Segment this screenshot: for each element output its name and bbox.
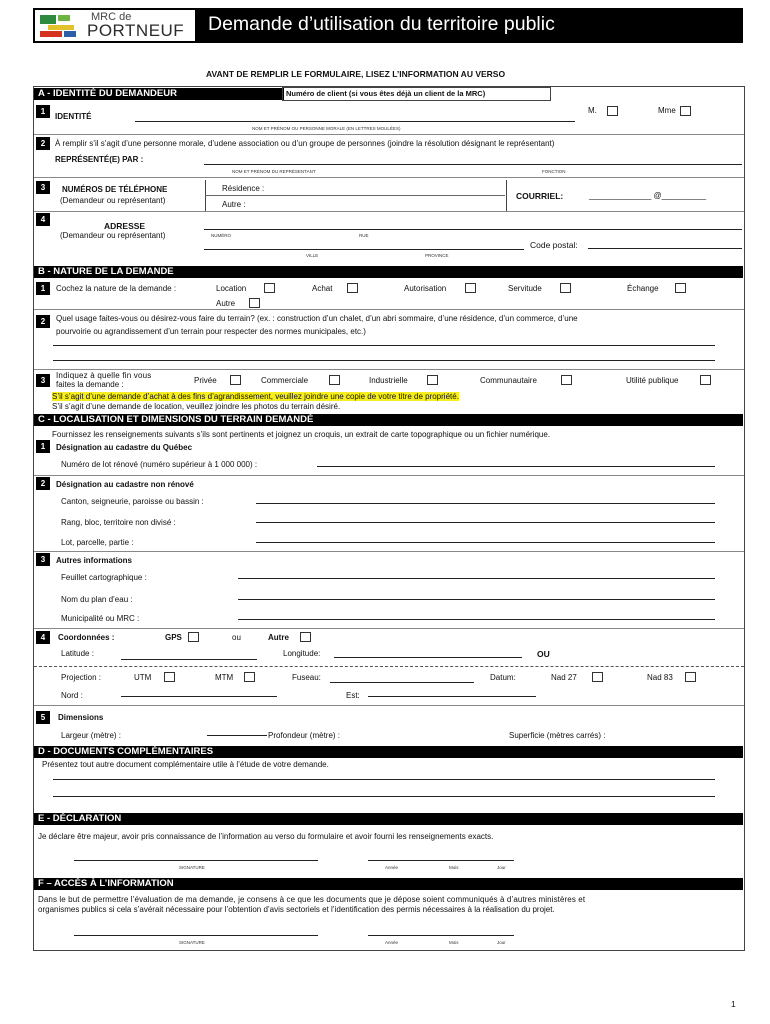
largeur-label: Largeur (mètre) : <box>61 731 122 740</box>
e-jour-caption: Jour <box>497 865 506 870</box>
section-a-num-2: 2 <box>36 137 50 150</box>
phones-sub: (Demandeur ou représentant) <box>60 196 166 205</box>
opt-autre-checkbox[interactable] <box>249 298 260 308</box>
rue-caption: RUE <box>359 233 369 238</box>
e-text: Je déclare être majeur, avoir pris connaissance de l’information au verso du formulaire et avoir fourni les renseignements exacts. <box>38 832 494 841</box>
latitude-line[interactable] <box>121 659 257 660</box>
municipalite-label: Municipalité ou MRC : <box>61 614 140 623</box>
opt-achat-label: Achat <box>312 284 333 293</box>
lot-parcelle-label: Lot, parcelle, partie : <box>61 538 134 547</box>
est-line[interactable] <box>368 696 536 697</box>
section-a-header: A - IDENTITÉ DU DEMANDEUR <box>34 88 284 100</box>
section-a-num-3: 3 <box>36 181 50 194</box>
e-date-line[interactable] <box>368 860 514 861</box>
rep-name-line[interactable] <box>204 164 742 165</box>
f-date-line[interactable] <box>368 935 514 936</box>
f-line1: Dans le but de permettre l’évaluation de ma demande, je consens à ce que les documents que je dépose soient communiqués à d’autres ministères et <box>38 895 586 904</box>
b-q3-line1: Indiquez à quelle fin vous <box>56 371 152 380</box>
mme-checkbox[interactable] <box>680 106 691 116</box>
municipalite-line[interactable] <box>238 619 715 620</box>
e-annee-caption: Année <box>385 865 399 870</box>
usage-line2[interactable] <box>53 360 715 361</box>
province-caption: PROVINCE <box>425 253 449 258</box>
section-c-num-2: 2 <box>36 477 50 490</box>
phones-label: NUMÉROS DE TÉLÉPHONE <box>62 185 168 194</box>
coords-autre-checkbox[interactable] <box>300 632 311 642</box>
utm-checkbox[interactable] <box>164 672 175 682</box>
section-b-header: B - NATURE DE LA DEMANDE <box>34 266 743 278</box>
c-intro: Fournissez les renseignements suivants s’ils sont pertinents et joignez un croquis, un extrait de carte topographique ou un fichier numérique. <box>52 430 551 439</box>
opt-autorisation-checkbox[interactable] <box>465 283 476 293</box>
c-q2-title: Désignation au cadastre non rénové <box>56 480 194 489</box>
section-a-num-4: 4 <box>36 213 50 226</box>
nad27-label: Nad 27 <box>551 673 577 682</box>
divider-a3 <box>34 211 744 212</box>
b-q1-label: Cochez la nature de la demande : <box>56 284 177 293</box>
section-d-header: D - DOCUMENTS COMPLÉMENTAIRES <box>34 746 743 758</box>
client-number-label: Numéro de client (si vous êtes déjà un client de la MRC) <box>286 89 486 98</box>
rang-line[interactable] <box>256 522 715 523</box>
coords-title: Coordonnées : <box>58 633 115 642</box>
purpose-communautaire-checkbox[interactable] <box>561 375 572 385</box>
email-box <box>506 180 507 211</box>
section-c-num-4: 4 <box>36 631 50 644</box>
d-text: Présentez tout autre document complémentaire utile à l’étude de votre demande. <box>42 760 329 769</box>
opt-location-checkbox[interactable] <box>264 283 275 293</box>
divider-c3 <box>34 628 744 629</box>
address-label: ADRESSE <box>104 221 146 231</box>
profondeur-label: Profondeur (mètre) : <box>268 731 341 740</box>
longitude-line[interactable] <box>334 657 522 658</box>
opt-autorisation-label: Autorisation <box>404 284 447 293</box>
f-jour-caption: Jour <box>497 940 506 945</box>
c-q3-title: Autres informations <box>56 556 133 565</box>
canton-line[interactable] <box>256 503 715 504</box>
logo-emblem <box>38 13 86 39</box>
utm-label: UTM <box>134 673 152 682</box>
section-b-num-2: 2 <box>36 315 50 328</box>
coords-dashed-divider <box>34 666 744 667</box>
purpose-privee-label: Privée <box>194 376 217 385</box>
coords-autre-label: Autre <box>268 633 289 642</box>
client-number-input[interactable] <box>551 87 745 101</box>
ville-caption: VILLE <box>306 253 319 258</box>
section-c-num-5: 5 <box>36 711 50 724</box>
c-q1-title: Désignation au cadastre du Québec <box>56 443 193 452</box>
mtm-label: MTM <box>215 673 234 682</box>
lot-parcelle-line[interactable] <box>256 542 715 543</box>
section-b-num-1: 1 <box>36 282 50 295</box>
section-a-num-1: 1 <box>36 105 50 118</box>
purpose-communautaire-label: Communautaire <box>480 376 537 385</box>
f-mois-caption: Mois <box>449 940 459 945</box>
name-line[interactable] <box>135 121 575 122</box>
coords-ou-caps: OU <box>537 649 550 659</box>
page-number: 1 <box>731 999 736 1009</box>
dimensions-title: Dimensions <box>58 713 104 722</box>
m-checkbox[interactable] <box>607 106 618 116</box>
gps-checkbox[interactable] <box>188 632 199 642</box>
canton-label: Canton, seigneurie, paroisse ou bassin : <box>61 497 204 506</box>
divider-c4 <box>34 705 744 706</box>
section-c-header: C - LOCALISATION ET DIMENSIONS DU TERRAIN DEMANDÉ <box>34 414 743 426</box>
instructions-heading: AVANT DE REMPLIR LE FORMULAIRE, LISEZ L’INFORMATION AU VERSO <box>206 69 506 79</box>
m-label: M. <box>588 106 597 115</box>
purpose-commerciale-checkbox[interactable] <box>329 375 340 385</box>
email-line[interactable]: ______________ @__________ <box>589 191 707 200</box>
section-b-num-3: 3 <box>36 374 50 387</box>
purpose-commerciale-label: Commerciale <box>261 376 309 385</box>
lot-number-line[interactable] <box>317 466 715 467</box>
identity-label: IDENTITÉ <box>55 112 92 121</box>
documents-line2[interactable] <box>53 796 715 797</box>
documents-line1[interactable] <box>53 779 715 780</box>
address-line2[interactable] <box>204 249 524 250</box>
fuseau-line[interactable] <box>330 682 474 683</box>
feuillet-label: Feuillet cartographique : <box>61 573 147 582</box>
opt-location-label: Location <box>216 284 247 293</box>
rang-label: Rang, bloc, territoire non divisé : <box>61 518 176 527</box>
nord-label: Nord : <box>61 691 83 700</box>
purpose-utilite-label: Utilité publique <box>626 376 679 385</box>
fuseau-label: Fuseau: <box>292 673 321 682</box>
opt-servitude-checkbox[interactable] <box>560 283 571 293</box>
f-signature-line[interactable] <box>74 935 318 936</box>
e-mois-caption: Mois <box>449 865 459 870</box>
mtm-checkbox[interactable] <box>244 672 255 682</box>
address-line1[interactable] <box>204 229 742 230</box>
name-caption: NOM ET PRÉNOM OU PERSONNE MORALE (EN LETTRES MOULÉES) <box>252 126 401 131</box>
opt-servitude-label: Servitude <box>508 284 542 293</box>
f-annee-caption: Année <box>385 940 399 945</box>
plan-eau-label: Nom du plan d’eau : <box>61 595 133 604</box>
email-label: COURRIEL: <box>516 191 564 201</box>
opt-echange-label: Échange <box>627 284 659 293</box>
nord-line[interactable] <box>121 696 277 697</box>
coords-ou: ou <box>232 633 241 642</box>
purpose-utilite-checkbox[interactable] <box>700 375 711 385</box>
usage-line1[interactable] <box>53 345 715 346</box>
q2-text: À remplir s’il s’agit d’une personne morale, d’udene association ou d’un groupe de personnes (joindre la résolution désignant le représentant) <box>55 139 555 148</box>
feuillet-line[interactable] <box>238 578 715 579</box>
residence-label: Résidence : <box>222 184 265 193</box>
note-location: S’il s’agit d’une demande de location, veuillez joindre les photos du terrain désiré. <box>52 402 341 411</box>
e-signature-line[interactable] <box>74 860 318 861</box>
postal-code-label: Code postal: <box>530 240 578 250</box>
section-c-num-1: 1 <box>36 440 50 453</box>
purpose-industrielle-checkbox[interactable] <box>427 375 438 385</box>
datum-label: Datum: <box>490 673 516 682</box>
purpose-privee-checkbox[interactable] <box>230 375 241 385</box>
logo-line2: PORTNEUF <box>87 21 185 40</box>
b-q3-line2: faites la demande : <box>56 380 124 389</box>
other-phone-label: Autre : <box>222 200 246 209</box>
plan-eau-line[interactable] <box>238 599 715 600</box>
purpose-industrielle-label: Industrielle <box>369 376 408 385</box>
f-signature-caption: SIGNATURE <box>179 940 205 945</box>
divider-a2 <box>34 177 744 178</box>
longitude-label: Longitude: <box>283 649 321 658</box>
est-label: Est: <box>346 691 360 700</box>
nad83-checkbox[interactable] <box>685 672 696 682</box>
projection-label: Projection : <box>61 673 102 682</box>
represented-by-label: REPRÉSENTÉ(E) PAR : <box>55 155 144 164</box>
section-e-header: E - DÉCLARATION <box>34 813 743 825</box>
opt-echange-checkbox[interactable] <box>675 283 686 293</box>
lot-number-label: Numéro de lot rénové (numéro supérieur à 1 000 000) : <box>61 460 258 469</box>
function-caption: FONCTION <box>542 169 566 174</box>
divider-b2 <box>34 369 744 370</box>
divider-b1 <box>34 309 744 310</box>
opt-achat-checkbox[interactable] <box>347 283 358 293</box>
superficie-label: Superficie (mètres carrés) : <box>509 731 606 740</box>
f-line2: organismes publics si cela s’avérait nécessaire pour l’obtention d’avis sectoriels et l’identification des permis nécessaires à la réalisation du projet. <box>38 905 555 914</box>
form-title: Demande d’utilisation du territoire public <box>208 13 555 35</box>
nad83-label: Nad 83 <box>647 673 673 682</box>
logo-line1: MRC de <box>91 11 132 23</box>
postal-code-line[interactable] <box>588 248 742 249</box>
divider-c1 <box>34 475 744 476</box>
note-achat: S’il s’agit d’une demande d’achat à des fins d’agrandissement, veuillez joindre une copie de votre titre de propriété. <box>52 392 459 401</box>
e-signature-caption: SIGNATURE <box>179 865 205 870</box>
section-c-num-3: 3 <box>36 553 50 566</box>
section-f-header: F – ACCÈS À L’INFORMATION <box>34 878 743 890</box>
divider-c2 <box>34 551 744 552</box>
numero-caption: NUMÉRO <box>211 233 231 238</box>
divider-a1 <box>34 134 744 135</box>
opt-autre-label: Autre <box>216 299 236 308</box>
latitude-label: Latitude : <box>61 649 94 658</box>
nad27-checkbox[interactable] <box>592 672 603 682</box>
address-sub: (Demandeur ou représentant) <box>60 231 166 240</box>
largeur-line[interactable] <box>207 735 267 736</box>
b-q2-line1: Quel usage faites-vous ou désirez-vous faire du terrain? (ex. : construction d’un chalet, d’un abri sommaire, d’une résidence, d’un commerce, d’une <box>56 314 578 323</box>
mrc-logo <box>35 10 195 41</box>
mme-label: Mme <box>658 106 676 115</box>
b-q2-line2: pourvoirie ou agrandissement d’un terrain pour respecter des normes municipales, etc.) <box>56 327 366 336</box>
rep-name-caption: NOM ET PRÉNOM DU REPRÉSENTANT <box>232 169 316 174</box>
gps-label: GPS <box>165 633 182 642</box>
residence-line[interactable] <box>205 195 505 196</box>
